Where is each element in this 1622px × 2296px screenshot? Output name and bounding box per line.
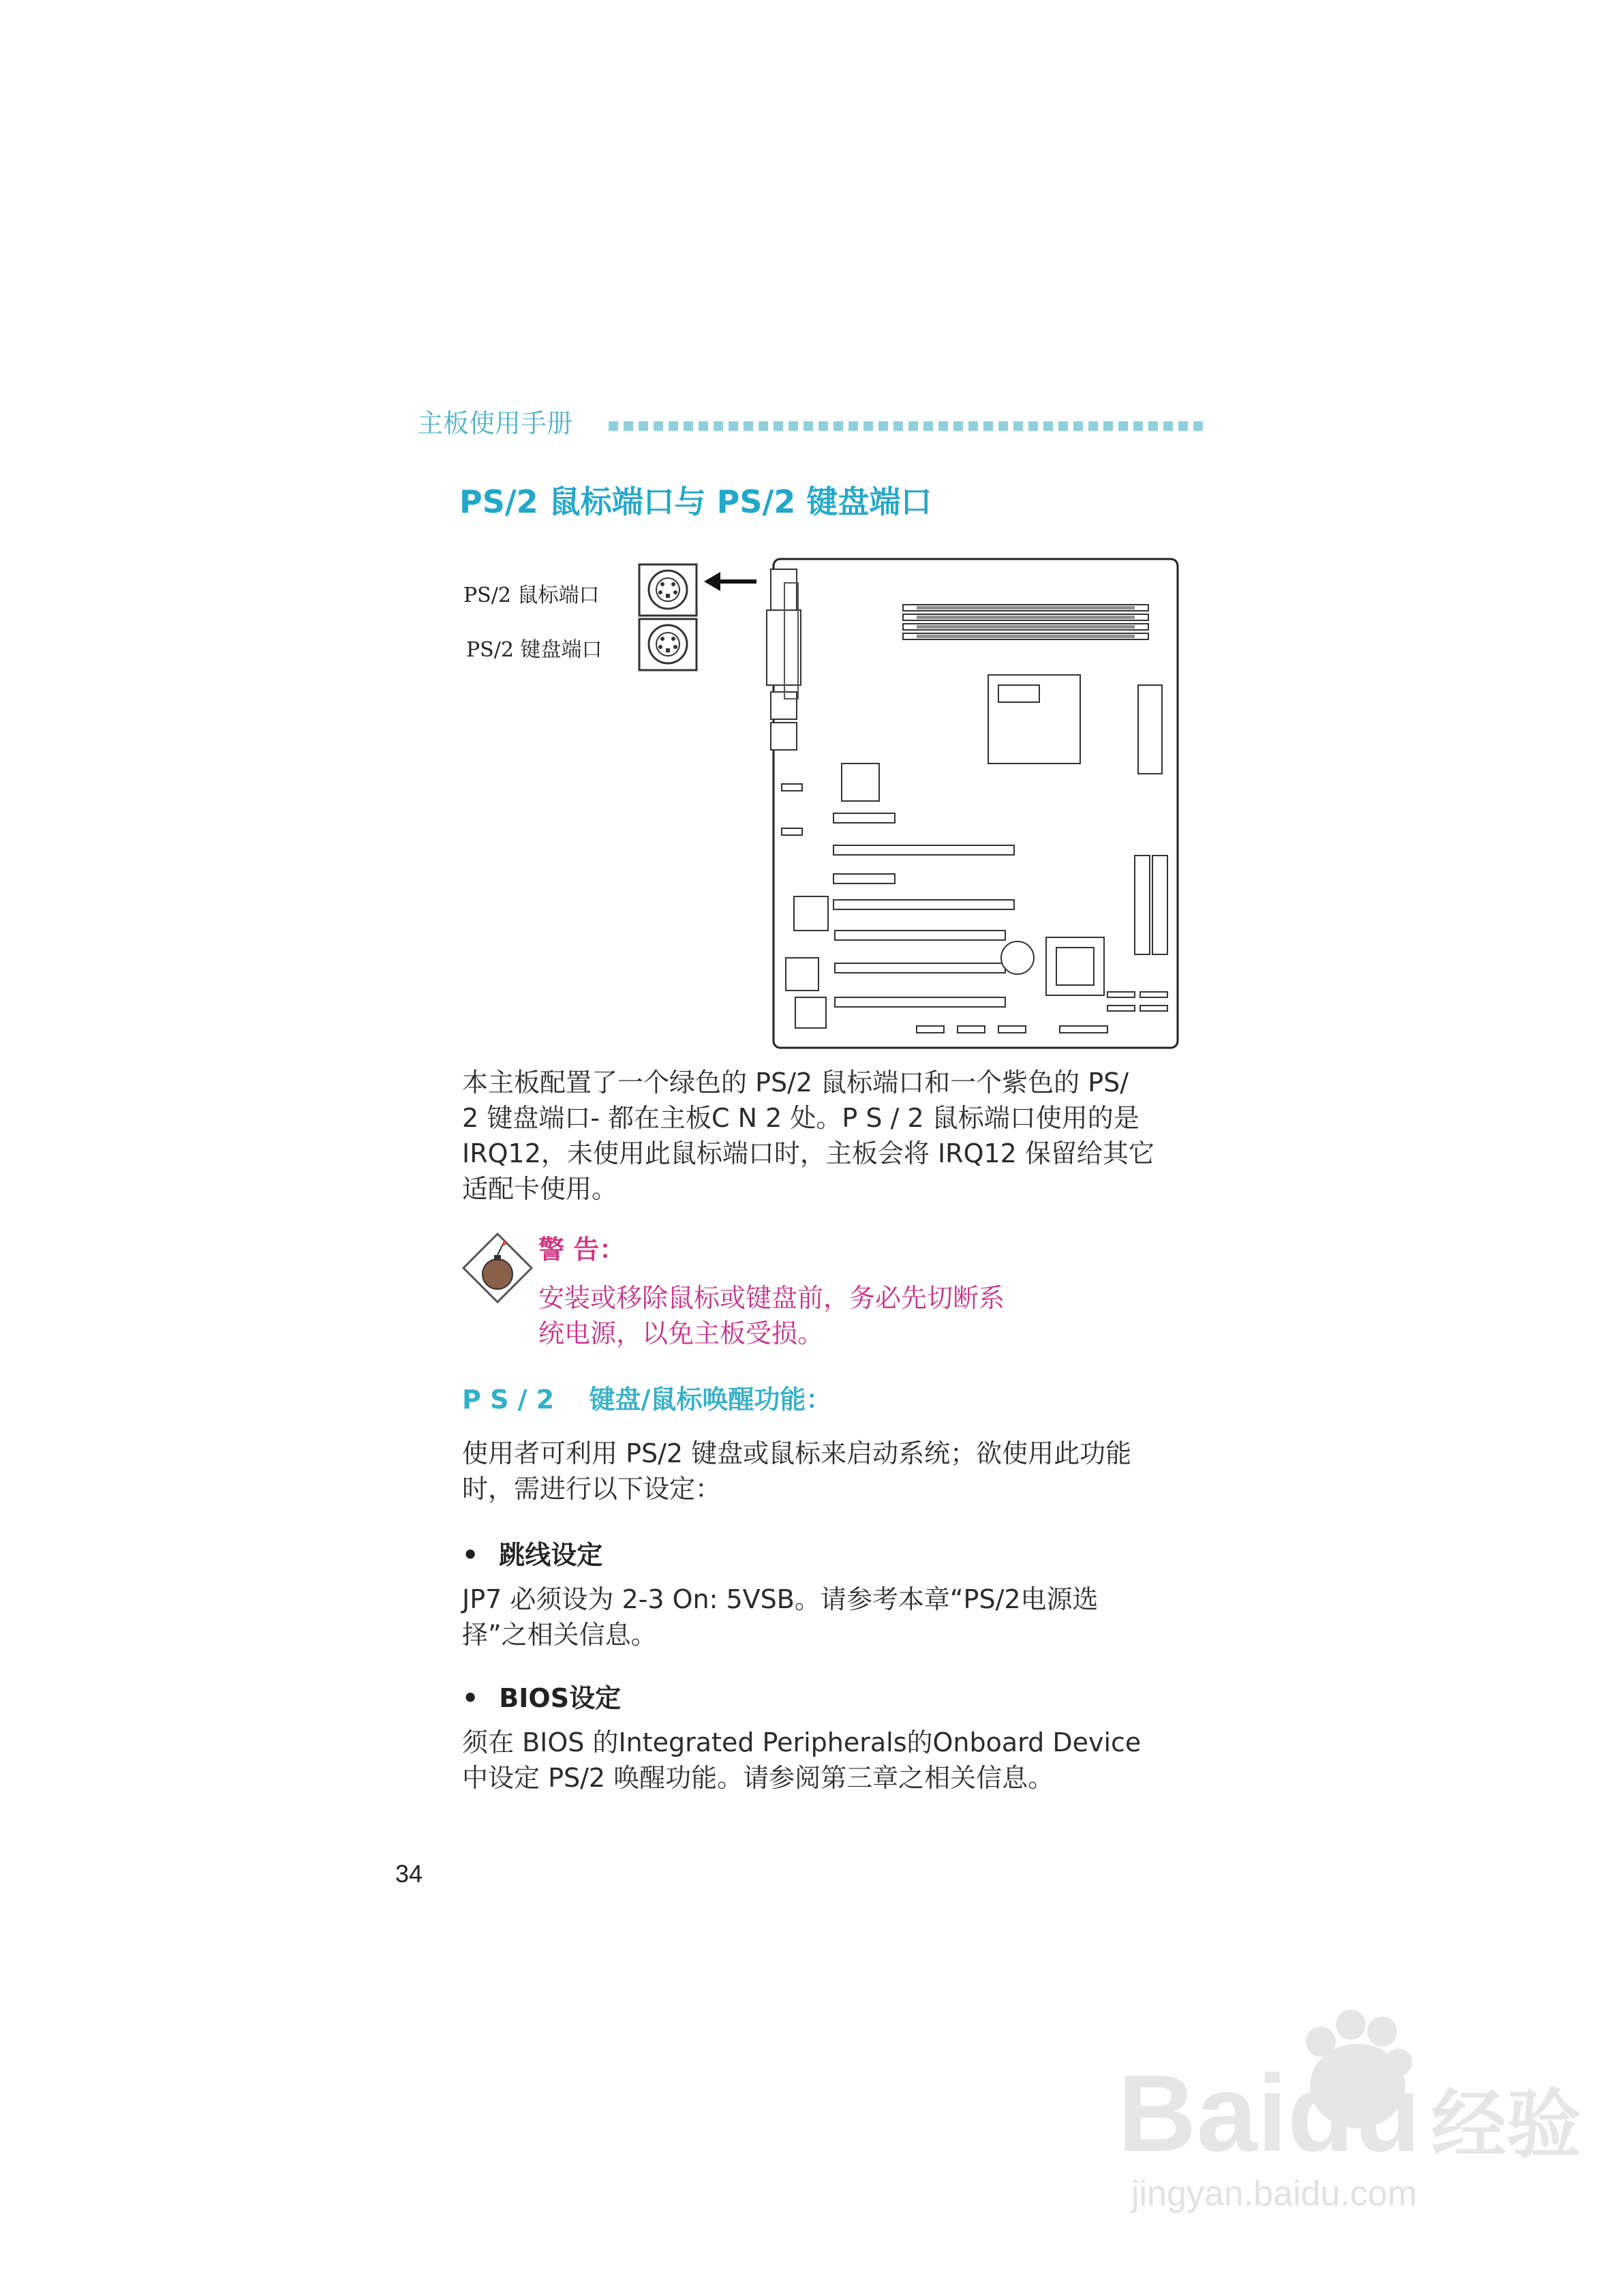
jumper-heading: 跳线设定 [499, 1540, 603, 1570]
text-line: 中设定 PS/2 唤醒功能。请参阅第三章之相关信息。 [462, 1763, 1054, 1793]
bios-paragraph [462, 1725, 1219, 1796]
pointer-arrow-icon [704, 572, 756, 591]
bullet-dot: • [462, 1540, 479, 1570]
header-dot-rule [609, 421, 1208, 431]
watermark-suffix: 经验 [1431, 2083, 1581, 2167]
text-line: 适配卡使用。 [462, 1174, 618, 1204]
page-number: 34 [395, 1860, 423, 1888]
keyboard-port-label: PS/2 键盘端口 [466, 638, 602, 662]
text-line: 须在 BIOS 的Integrated Peripherals的Onboard Device [462, 1727, 1142, 1757]
wake-section-title: P S / 2 键盘/鼠标唤醒功能： [462, 1385, 832, 1415]
ps2-mouse-port-icon [639, 564, 697, 616]
text-line: IRQ12，未使用此鼠标端口时，主板会将 IRQ12 保留给其它 [462, 1138, 1154, 1168]
mouse-port-label: PS/2 鼠标端口 [463, 584, 600, 607]
bomb-warning-icon [460, 1230, 535, 1305]
watermark-brand: Baidu [1118, 2052, 1421, 2174]
jumper-paragraph [462, 1582, 1219, 1652]
text-line: 使用者可利用 PS/2 键盘或鼠标来启动系统；欲使用此功能 [462, 1438, 1132, 1468]
bios-bullet-heading [462, 1677, 621, 1715]
ps2-keyboard-port-icon [639, 619, 697, 670]
text-line: JP7 必须设为 2-3 On: 5VSB。请参考本章“PS/2电源选 [462, 1584, 1099, 1614]
text-line: 2 键盘端口- 都在主板C N 2 处。P S / 2 鼠标端口使用的是 [462, 1103, 1139, 1133]
intro-paragraph [462, 1065, 1219, 1207]
jumper-bullet-heading [462, 1534, 602, 1571]
warning-text [538, 1280, 1152, 1351]
text-line: 安装或移除鼠标或键盘前，务必先切断系 [538, 1283, 1005, 1313]
warning-title: 警 告： [538, 1235, 626, 1265]
motherboard-diagram [630, 556, 1182, 1053]
bios-heading: BIOS设定 [499, 1683, 622, 1713]
baidu-watermark-logo [1104, 1977, 1581, 2222]
wake-paragraph [462, 1436, 1219, 1507]
text-line: 本主板配置了一个绿色的 PS/2 鼠标端口和一个紫色的 PS/ [462, 1068, 1129, 1098]
text-line: 时，需进行以下设定： [462, 1474, 722, 1504]
text-line: 择”之相关信息。 [462, 1620, 657, 1650]
bullet-dot: • [462, 1683, 479, 1713]
text-line: 统电源，以免主板受损。 [538, 1318, 824, 1348]
running-header-title: 主板使用手册 [417, 408, 573, 438]
watermark-url: jingyan.baidu.com [1131, 2174, 1418, 2214]
board-outline [774, 559, 1178, 1048]
section-title: PS/2 鼠标端口与 PS/2 键盘端口 [459, 483, 932, 520]
